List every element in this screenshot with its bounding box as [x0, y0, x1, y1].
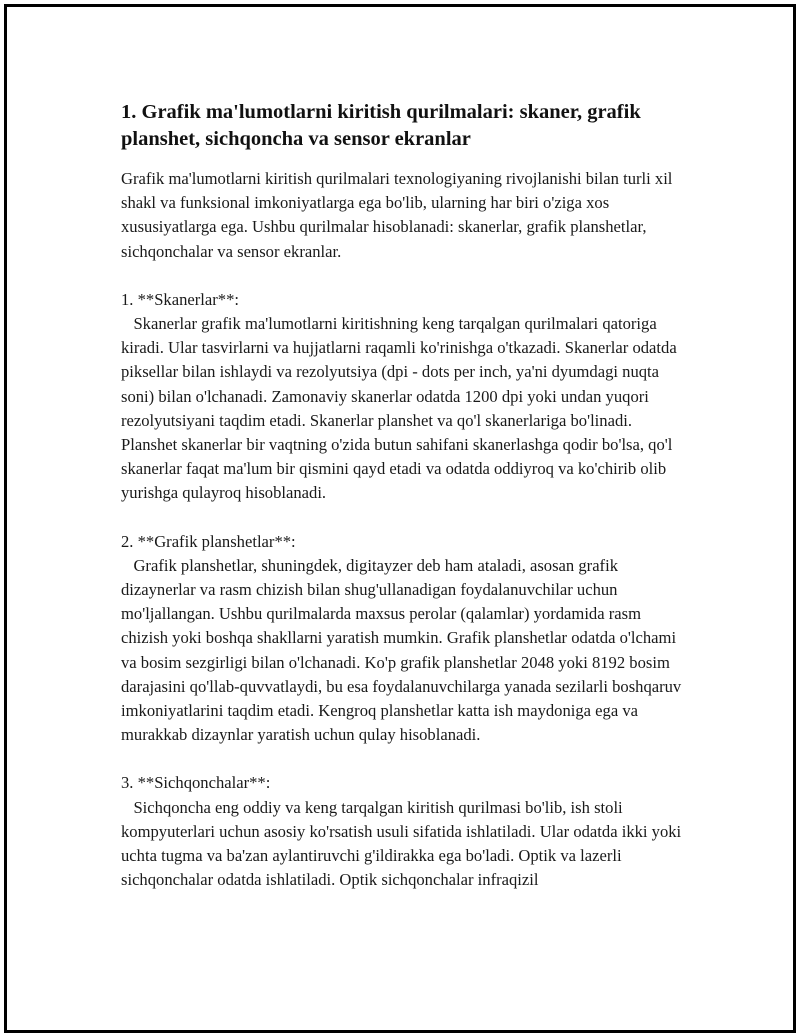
section-title-scanners: 1. **Skanerlar**: [121, 289, 239, 309]
section-body-mice: Sichqoncha eng oddiy va keng tarqalgan kiritish qurilmasi bo'lib, ish stoli kompyuterlari uchun asosiy ko'rsatish usuli sifatida ishlatiladi. Ular odatda ikki yoki uchta tugma va ba'zan aylantiruvchi g'ildirakka ega bo'ladi. Optik va lazerli sichqonchalar odatda ishlatiladi. Optik sichqonchalar infraqizil [121, 797, 686, 890]
document-content [121, 99, 691, 892]
document-heading: 1. Grafik ma'lumotlarni kiritish qurilmalari: skaner, grafik planshet, sichqoncha va sensor ekranlar [121, 101, 641, 150]
section-body-graphic-tablets: Grafik planshetlar, shuningdek, digitayzer deb ham ataladi, asosan grafik dizaynerlar va rasm chizish bilan shug'ullanadigan foydalanuvchilar uchun mo'ljallangan. Ushbu qurilmalarda maxsus perolar (qalamlar) yordamida rasm chizish yoki boshqa shakllarni yaratish mumkin. Grafik planshetlar odatda o'lchami va bosim sezgirligi bilan o'lchanadi. Ko'p grafik planshetlar 2048 yoki 8192 bosim darajasini qo'llab-quvvatlaydi, bu esa foydalanuvchilarga yanada sezilarli boshqaruv imkoniyatlarini taqdim etadi. Kengroq planshetlar katta ish maydoniga ega va murakkab dizaynlar yaratish uchun qulay hisoblanadi. [121, 555, 686, 745]
section-body-scanners: Skanerlar grafik ma'lumotlarni kiritishning keng tarqalgan qurilmalari qatoriga kiradi. Ular tasvirlarni va hujjatlarni raqamli ko'rinishga o'tkazadi. Skanerlar odatda piksellar bilan ishlaydi va rezolyutsiya (dpi - dots per inch, ya'ni dyumdagi nuqta soni) bilan o'lchanadi. Zamonaviy skanerlar odatda 1200 dpi yoki undan yuqori rezolyutsiyani taqdim etadi. Skanerlar planshet va qo'l skanerlariga bo'linadi. Planshet skanerlar bir vaqtning o'zida butun sahifani skanerlashga qodir bo'lsa, qo'l skanerlar faqat ma'lum bir qismini qayd etadi va odatda oddiyroq va ko'chirib olib yurishga qulayroq hisoblanadi. [121, 314, 681, 503]
intro-paragraph: Grafik ma'lumotlarni kiritish qurilmalari texnologiyaning rivojlanishi bilan turli xil shakl va funksional imkoniyatlarga ega bo'lib, ularning har biri o'ziga xos xususiyatlarga ega. Ushbu qurilmalar hisoblanadi: skanerlar, grafik planshetlar, sichqonchalar va sensor ekranlar. [121, 169, 677, 261]
paragraph-gap [121, 747, 691, 771]
paragraph-gap [121, 506, 691, 530]
paragraph-gap [121, 264, 691, 288]
document-page [4, 4, 796, 1033]
section-title-mice: 3. **Sichqonchalar**: [121, 773, 271, 793]
section-title-graphic-tablets: 2. **Grafik planshetlar**: [121, 531, 296, 551]
